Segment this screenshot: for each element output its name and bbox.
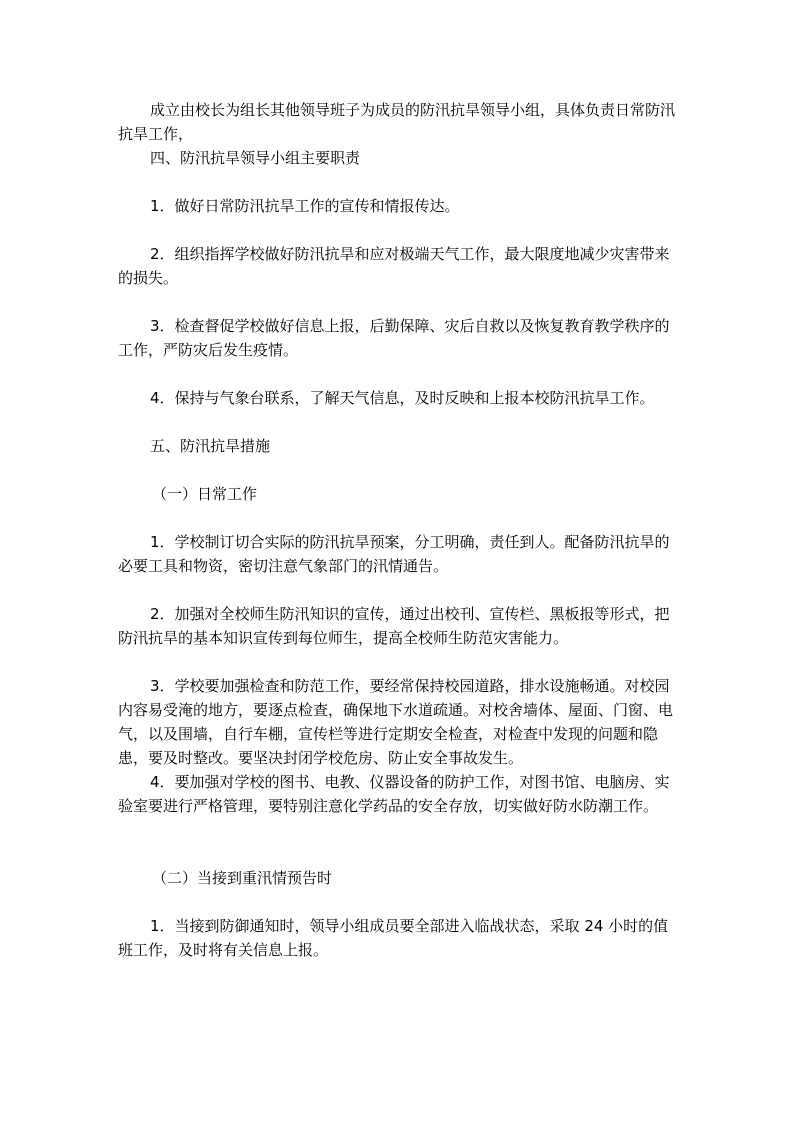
alert-item-1: 1．当接到防御通知时，领导小组成员要全部进入临战状态，采取 24 小时的值班工作，及时将有关信息上报。 [118, 917, 669, 959]
section-heading-5: 五、防汛抗旱措施 [150, 437, 271, 455]
duty-item-1: 1．做好日常防汛抗旱工作的宣传和情报传达。 [150, 197, 460, 215]
paragraph-intro: 成立由校长为组长其他领导班子为成员的防汛抗旱领导小组，具体负责日常防汛抗旱工作， [118, 101, 676, 143]
duty-item-2: 2．组织指挥学校做好防汛抗旱和应对极端天气工作，最大限度地减少灾害带来的损失。 [118, 245, 670, 287]
duty-item-3: 3．检查督促学校做好信息上报，后勤保障、灾后自救以及恢复教育教学秩序的工作，严防灾后发生疫情。 [118, 317, 670, 359]
duty-item-4: 4．保持与气象台联系，了解天气信息，及时反映和上报本校防汛抗旱工作。 [150, 389, 655, 407]
measure-item-2: 2．加强对全校师生防汛知识的宣传，通过出校刊、宣传栏、黑板报等形式，把防汛抗旱的基本知识宣传到每位师生，提高全校师生防范灾害能力。 [118, 605, 670, 647]
subsection-heading-1: （一）日常工作 [152, 485, 258, 503]
measure-item-1: 1．学校制订切合实际的防汛抗旱预案，分工明确，责任到人。配备防汛抗旱的必要工具和物资，密切注意气象部门的汛情通告。 [118, 533, 670, 575]
subsection-heading-2: （二）当接到重汛情预告时 [152, 869, 333, 887]
measure-item-4: 4．要加强对学校的图书、电教、仪器设备的防护工作，对图书馆、电脑房、实验室要进行严格管理，要特别注意化学药品的安全存放，切实做好防水防潮工作。 [118, 773, 670, 815]
measure-item-3: 3．学校要加强检查和防范工作，要经常保持校园道路，排水设施畅通。对校园内容易受淹的地方，要逐点检查，确保地下水道疏通。对校舍墙体、屋面、门窗、电气，以及围墙，自行车棚，宣传栏等进行定期安全检查，对检查中发现的问题和隐患，要及时整改。要坚决封闭学校危房、防止安全事故发生。 [118, 677, 674, 767]
section-heading-4: 四、防汛抗旱领导小组主要职责 [150, 149, 361, 167]
